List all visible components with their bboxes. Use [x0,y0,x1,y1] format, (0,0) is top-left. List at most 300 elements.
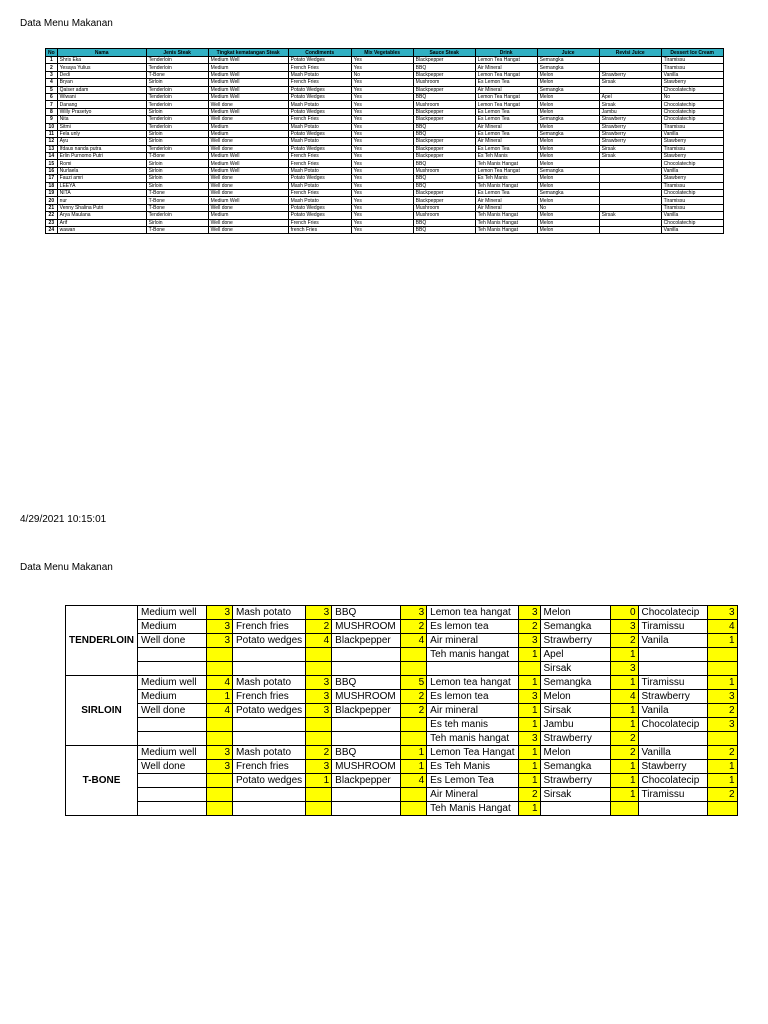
item-cell [638,662,707,676]
count-cell: 5 [401,676,427,690]
count-cell [306,648,332,662]
item-cell [138,718,207,732]
item-cell: Jambu [540,718,610,732]
item-cell: Mash potato [233,746,306,760]
table-cell: Arya Maulana [57,212,146,219]
table-cell: Blackpepper [413,138,475,145]
table-cell: Semangka [537,130,599,137]
table-cell: Teh Manis Hangat [475,182,537,189]
table-cell: Potato Wedges [288,57,351,64]
table-cell: T-Bone [146,226,208,233]
count-cell: 1 [707,774,737,788]
table-cell: Melon [537,123,599,130]
table-cell: Blackpepper [413,57,475,64]
table-cell: Melon [537,101,599,108]
count-cell: 3 [306,606,332,620]
count-cell: 2 [401,704,427,718]
item-cell [233,802,306,816]
table-cell: BBQ [413,182,475,189]
table-cell: Sirsak [599,145,661,152]
table-cell: Vanilla [661,226,723,233]
table-cell: Lemon Tea Hangat [475,93,537,100]
table-cell [599,197,661,204]
table-cell: Yes [351,204,413,211]
table-cell [599,167,661,174]
item-cell: French fries [233,690,306,704]
item-cell [332,718,401,732]
table-row [46,226,724,233]
count-cell: 1 [610,718,638,732]
table-cell: French Fries [288,64,351,71]
count-cell: 1 [518,802,540,816]
table-cell: Es Teh Manis [475,153,537,160]
table-cell: Air Mineral [475,197,537,204]
count-cell: 2 [401,620,427,634]
table-cell: Melon [537,182,599,189]
table-cell [599,204,661,211]
item-cell: Air mineral [427,704,518,718]
table-cell: Lemon Tea Hangat [475,167,537,174]
table-row [46,101,724,108]
table-header-row [46,49,724,57]
item-cell [138,732,207,746]
table-cell: Tiramissu [661,64,723,71]
table-cell: Melon [537,108,599,115]
count-cell: 4 [207,704,233,718]
table-row [46,204,724,211]
table-cell: Medium Well [208,71,288,78]
item-cell: Air Mineral [427,788,518,802]
table-row [46,219,724,226]
count-cell: 1 [306,774,332,788]
table-cell: Melon [537,93,599,100]
table-cell: Chocolatechip [661,108,723,115]
table-cell: Chocolatechip [661,219,723,226]
table-cell: Potato Wedges [288,204,351,211]
table-cell: Semangka [537,57,599,64]
table-cell: Semangka [537,190,599,197]
count-cell: 2 [306,620,332,634]
column-header: No [46,49,58,57]
table-row [46,197,724,204]
item-cell: Es teh manis [427,718,518,732]
table-cell: Yes [351,160,413,167]
table-cell: Yesaya Yulius [57,64,146,71]
table-cell: 5 [46,86,58,93]
table-cell: Lemon Tea Hangat [475,57,537,64]
table-cell: T-Bone [146,204,208,211]
count-cell: 4 [610,690,638,704]
item-cell: Vanila [638,704,707,718]
table-cell: Nita [57,116,146,123]
table-cell: Tiramissu [661,204,723,211]
table-cell: 13 [46,145,58,152]
table-cell: Yes [351,182,413,189]
summary-row [66,718,738,732]
table-cell: Chocolatechip [661,86,723,93]
count-cell [610,802,638,816]
table-cell: Sirloin [146,182,208,189]
item-cell: Es Teh Manis [427,760,518,774]
count-cell: 3 [207,760,233,774]
table-cell: Yes [351,197,413,204]
summary-row [66,746,738,760]
item-cell: Air mineral [427,634,518,648]
table-row [46,64,724,71]
item-cell [332,662,401,676]
table-cell: nur [57,197,146,204]
item-cell: Well done [138,634,207,648]
table-cell: Melon [537,71,599,78]
table-cell: Well done [208,226,288,233]
order-data-table [45,48,724,234]
table-cell: French Fries [288,116,351,123]
table-cell: Medium Well [208,57,288,64]
table-cell: Es Lemon Tea [475,190,537,197]
item-cell: Teh manis hangat [427,648,518,662]
table-cell: Chocolatechip [661,190,723,197]
count-cell [207,802,233,816]
count-cell: 1 [610,774,638,788]
table-cell [599,226,661,233]
item-cell: Medium well [138,606,207,620]
summary-row [66,606,738,620]
item-cell: Apel [540,648,610,662]
summary-row [66,676,738,690]
item-cell: Es Lemon Tea [427,774,518,788]
table-cell: Sirsak [599,212,661,219]
count-cell [707,648,737,662]
table-cell: Semangka [537,167,599,174]
table-cell: Romi [57,160,146,167]
table-cell [599,86,661,93]
count-cell: 4 [401,774,427,788]
table-cell: Mushroom [413,79,475,86]
count-cell [707,732,737,746]
table-cell: Danang [57,101,146,108]
count-cell [401,802,427,816]
column-header: Drink [475,49,537,57]
count-cell: 1 [518,760,540,774]
table-cell: Potato Wedges [288,145,351,152]
count-cell [707,662,737,676]
table-cell: Es Lemon Tea [475,116,537,123]
summary-table [65,605,738,816]
column-header: Nama [57,49,146,57]
item-cell: Strawberry [540,634,610,648]
table-cell: Air Mineral [475,64,537,71]
item-cell: BBQ [332,606,401,620]
table-cell: Es Lemon Tea [475,108,537,115]
table-cell: 10 [46,123,58,130]
count-cell: 3 [707,718,737,732]
count-cell: 2 [707,788,737,802]
table-cell: Tiramissu [661,57,723,64]
item-cell: Chocolatecip [638,606,707,620]
table-cell: Lemon Tea Hangat [475,101,537,108]
item-cell [332,802,401,816]
summary-row [66,760,738,774]
count-cell [401,788,427,802]
table-cell: BBQ [413,219,475,226]
count-cell: 2 [401,690,427,704]
table-cell: Vanilla [661,167,723,174]
table-cell: Sirloin [146,219,208,226]
count-cell [306,718,332,732]
table-row [46,153,724,160]
table-cell: Tiramissu [661,182,723,189]
item-cell: Teh manis hangat [427,732,518,746]
item-cell [138,648,207,662]
table-cell: Stawberry [661,79,723,86]
count-cell [207,648,233,662]
table-cell: Well done [208,190,288,197]
table-cell: Strawberry [599,71,661,78]
count-cell: 2 [518,620,540,634]
item-cell: Stawberry [638,760,707,774]
table-row [46,71,724,78]
item-cell: Es lemon tea [427,620,518,634]
count-cell [401,662,427,676]
table-cell: french Fries [288,226,351,233]
item-cell: Tiramissu [638,676,707,690]
table-cell: 24 [46,226,58,233]
table-row [46,145,724,152]
count-cell: 1 [707,676,737,690]
table-cell: Es Lemon Tea [475,145,537,152]
item-cell: Well done [138,704,207,718]
table-cell: Mash Potato [288,71,351,78]
table-cell: Well done [208,145,288,152]
table-cell: Apel [599,93,661,100]
table-cell: Well done [208,219,288,226]
table-cell: 9 [46,116,58,123]
count-cell: 2 [518,788,540,802]
table-cell: Tenderloin [146,101,208,108]
table-cell: Es Lemon Tea [475,79,537,86]
table-cell: BBQ [413,123,475,130]
count-cell: 1 [518,648,540,662]
table-cell: Well done [208,175,288,182]
table-row [46,175,724,182]
item-cell: Sirsak [540,788,610,802]
item-cell: Strawberry [540,774,610,788]
count-cell: 1 [518,718,540,732]
table-cell: 11 [46,130,58,137]
table-cell: Yes [351,219,413,226]
table-row [46,116,724,123]
count-cell: 2 [610,634,638,648]
count-cell [401,648,427,662]
table-cell: Teh Manis Hangat [475,212,537,219]
table-cell: Blackpepper [413,86,475,93]
table-cell: 2 [46,64,58,71]
table-cell: 21 [46,204,58,211]
table-cell: Chocolatechip [661,116,723,123]
table-cell: Nurlaela [57,167,146,174]
steak-cut-label: T-BONE [66,746,138,816]
item-cell: Semangka [540,760,610,774]
item-cell: Es lemon tea [427,690,518,704]
table-cell: Tenderloin [146,123,208,130]
count-cell: 4 [707,620,737,634]
table-cell: Yes [351,108,413,115]
item-cell: Mash potato [233,676,306,690]
table-cell: Blackpepper [413,145,475,152]
table-cell: Sirsak [599,79,661,86]
table-cell: Dedi [57,71,146,78]
count-cell: 1 [401,746,427,760]
table-cell: Melon [537,138,599,145]
item-cell [138,788,207,802]
item-cell: Potato wedges [233,704,306,718]
count-cell: 2 [306,746,332,760]
table-cell: Blackpepper [413,197,475,204]
item-cell: Blackpepper [332,704,401,718]
item-cell: Blackpepper [332,774,401,788]
table-cell: Yes [351,175,413,182]
item-cell [332,788,401,802]
item-cell [233,648,306,662]
item-cell [638,802,707,816]
table-cell: BBQ [413,64,475,71]
summary-row [66,648,738,662]
table-cell: 17 [46,175,58,182]
table-cell: Yes [351,130,413,137]
item-cell: French fries [233,620,306,634]
table-cell: Yes [351,86,413,93]
item-cell: Chocolatecip [638,718,707,732]
table-cell: Mash Potato [288,101,351,108]
table-row [46,182,724,189]
table-cell: Air Mineral [475,86,537,93]
count-cell: 2 [610,746,638,760]
item-cell [540,802,610,816]
table-cell: 20 [46,197,58,204]
table-cell: Yes [351,101,413,108]
summary-row [66,732,738,746]
count-cell [306,788,332,802]
item-cell: Melon [540,690,610,704]
item-cell: Well done [138,760,207,774]
table-cell: Medium [208,130,288,137]
table-cell: 22 [46,212,58,219]
table-cell: Willy Prasetyo [57,108,146,115]
table-cell: Sirloin [146,130,208,137]
column-header: Revisi Juice [599,49,661,57]
item-cell: Tiramissu [638,788,707,802]
item-cell: Teh Manis Hangat [427,802,518,816]
item-cell [138,662,207,676]
table-cell: Semangka [537,64,599,71]
item-cell: Sirsak [540,662,610,676]
item-cell: Mash potato [233,606,306,620]
table-cell: Medium Well [208,160,288,167]
table-cell: French Fries [288,219,351,226]
item-cell: Lemon Tea Hangat [427,746,518,760]
table-cell: Well done [208,116,288,123]
table-cell: Air Mineral [475,204,537,211]
item-cell [233,662,306,676]
count-cell [518,662,540,676]
item-cell: Semangka [540,620,610,634]
table-cell: Yes [351,93,413,100]
count-cell: 1 [707,760,737,774]
count-cell: 3 [207,634,233,648]
item-cell: Medium [138,620,207,634]
count-cell: 0 [610,606,638,620]
table-cell: Tiramissu [661,123,723,130]
table-cell [599,57,661,64]
item-cell: Vanila [638,634,707,648]
table-cell: Tenderloin [146,145,208,152]
table-row [46,123,724,130]
table-cell: 6 [46,93,58,100]
count-cell: 1 [401,760,427,774]
table-cell: Vanilla [661,130,723,137]
count-cell: 3 [518,732,540,746]
summary-row [66,634,738,648]
table-cell: 1 [46,57,58,64]
count-cell [207,662,233,676]
table-cell: Yes [351,226,413,233]
table-cell: Yes [351,116,413,123]
count-cell: 1 [518,746,540,760]
item-cell [138,802,207,816]
count-cell [401,718,427,732]
table-cell: Melon [537,219,599,226]
table-cell [599,160,661,167]
table-cell: Bryan [57,79,146,86]
summary-row [66,690,738,704]
table-cell: Melon [537,226,599,233]
table-cell: NITA [57,190,146,197]
table-cell: Ifdaus nanda putra [57,145,146,152]
table-cell [599,182,661,189]
table-cell [599,219,661,226]
table-cell: Stawberry [661,175,723,182]
item-cell [233,718,306,732]
table-cell: French Fries [288,190,351,197]
count-cell: 2 [707,746,737,760]
table-cell: Mash Potato [288,138,351,145]
item-cell: MUSHROOM [332,690,401,704]
table-cell: Medium [208,212,288,219]
table-cell: Yes [351,145,413,152]
summary-row [66,802,738,816]
item-cell: Potato wedges [233,634,306,648]
table-cell: Mushroom [413,212,475,219]
table-cell: Well done [208,204,288,211]
column-header: Juice [537,49,599,57]
count-cell: 4 [207,676,233,690]
item-cell: Semangka [540,676,610,690]
count-cell [707,802,737,816]
table-cell: 18 [46,182,58,189]
count-cell [207,732,233,746]
count-cell [401,732,427,746]
count-cell: 1 [707,634,737,648]
table-row [46,79,724,86]
item-cell: Medium well [138,676,207,690]
table-cell: Shris Eka [57,57,146,64]
table-cell: Air Mineral [475,123,537,130]
summary-row [66,620,738,634]
count-cell: 3 [207,746,233,760]
item-cell: Chocolatecip [638,774,707,788]
table-cell: BBQ [413,93,475,100]
count-cell [306,802,332,816]
